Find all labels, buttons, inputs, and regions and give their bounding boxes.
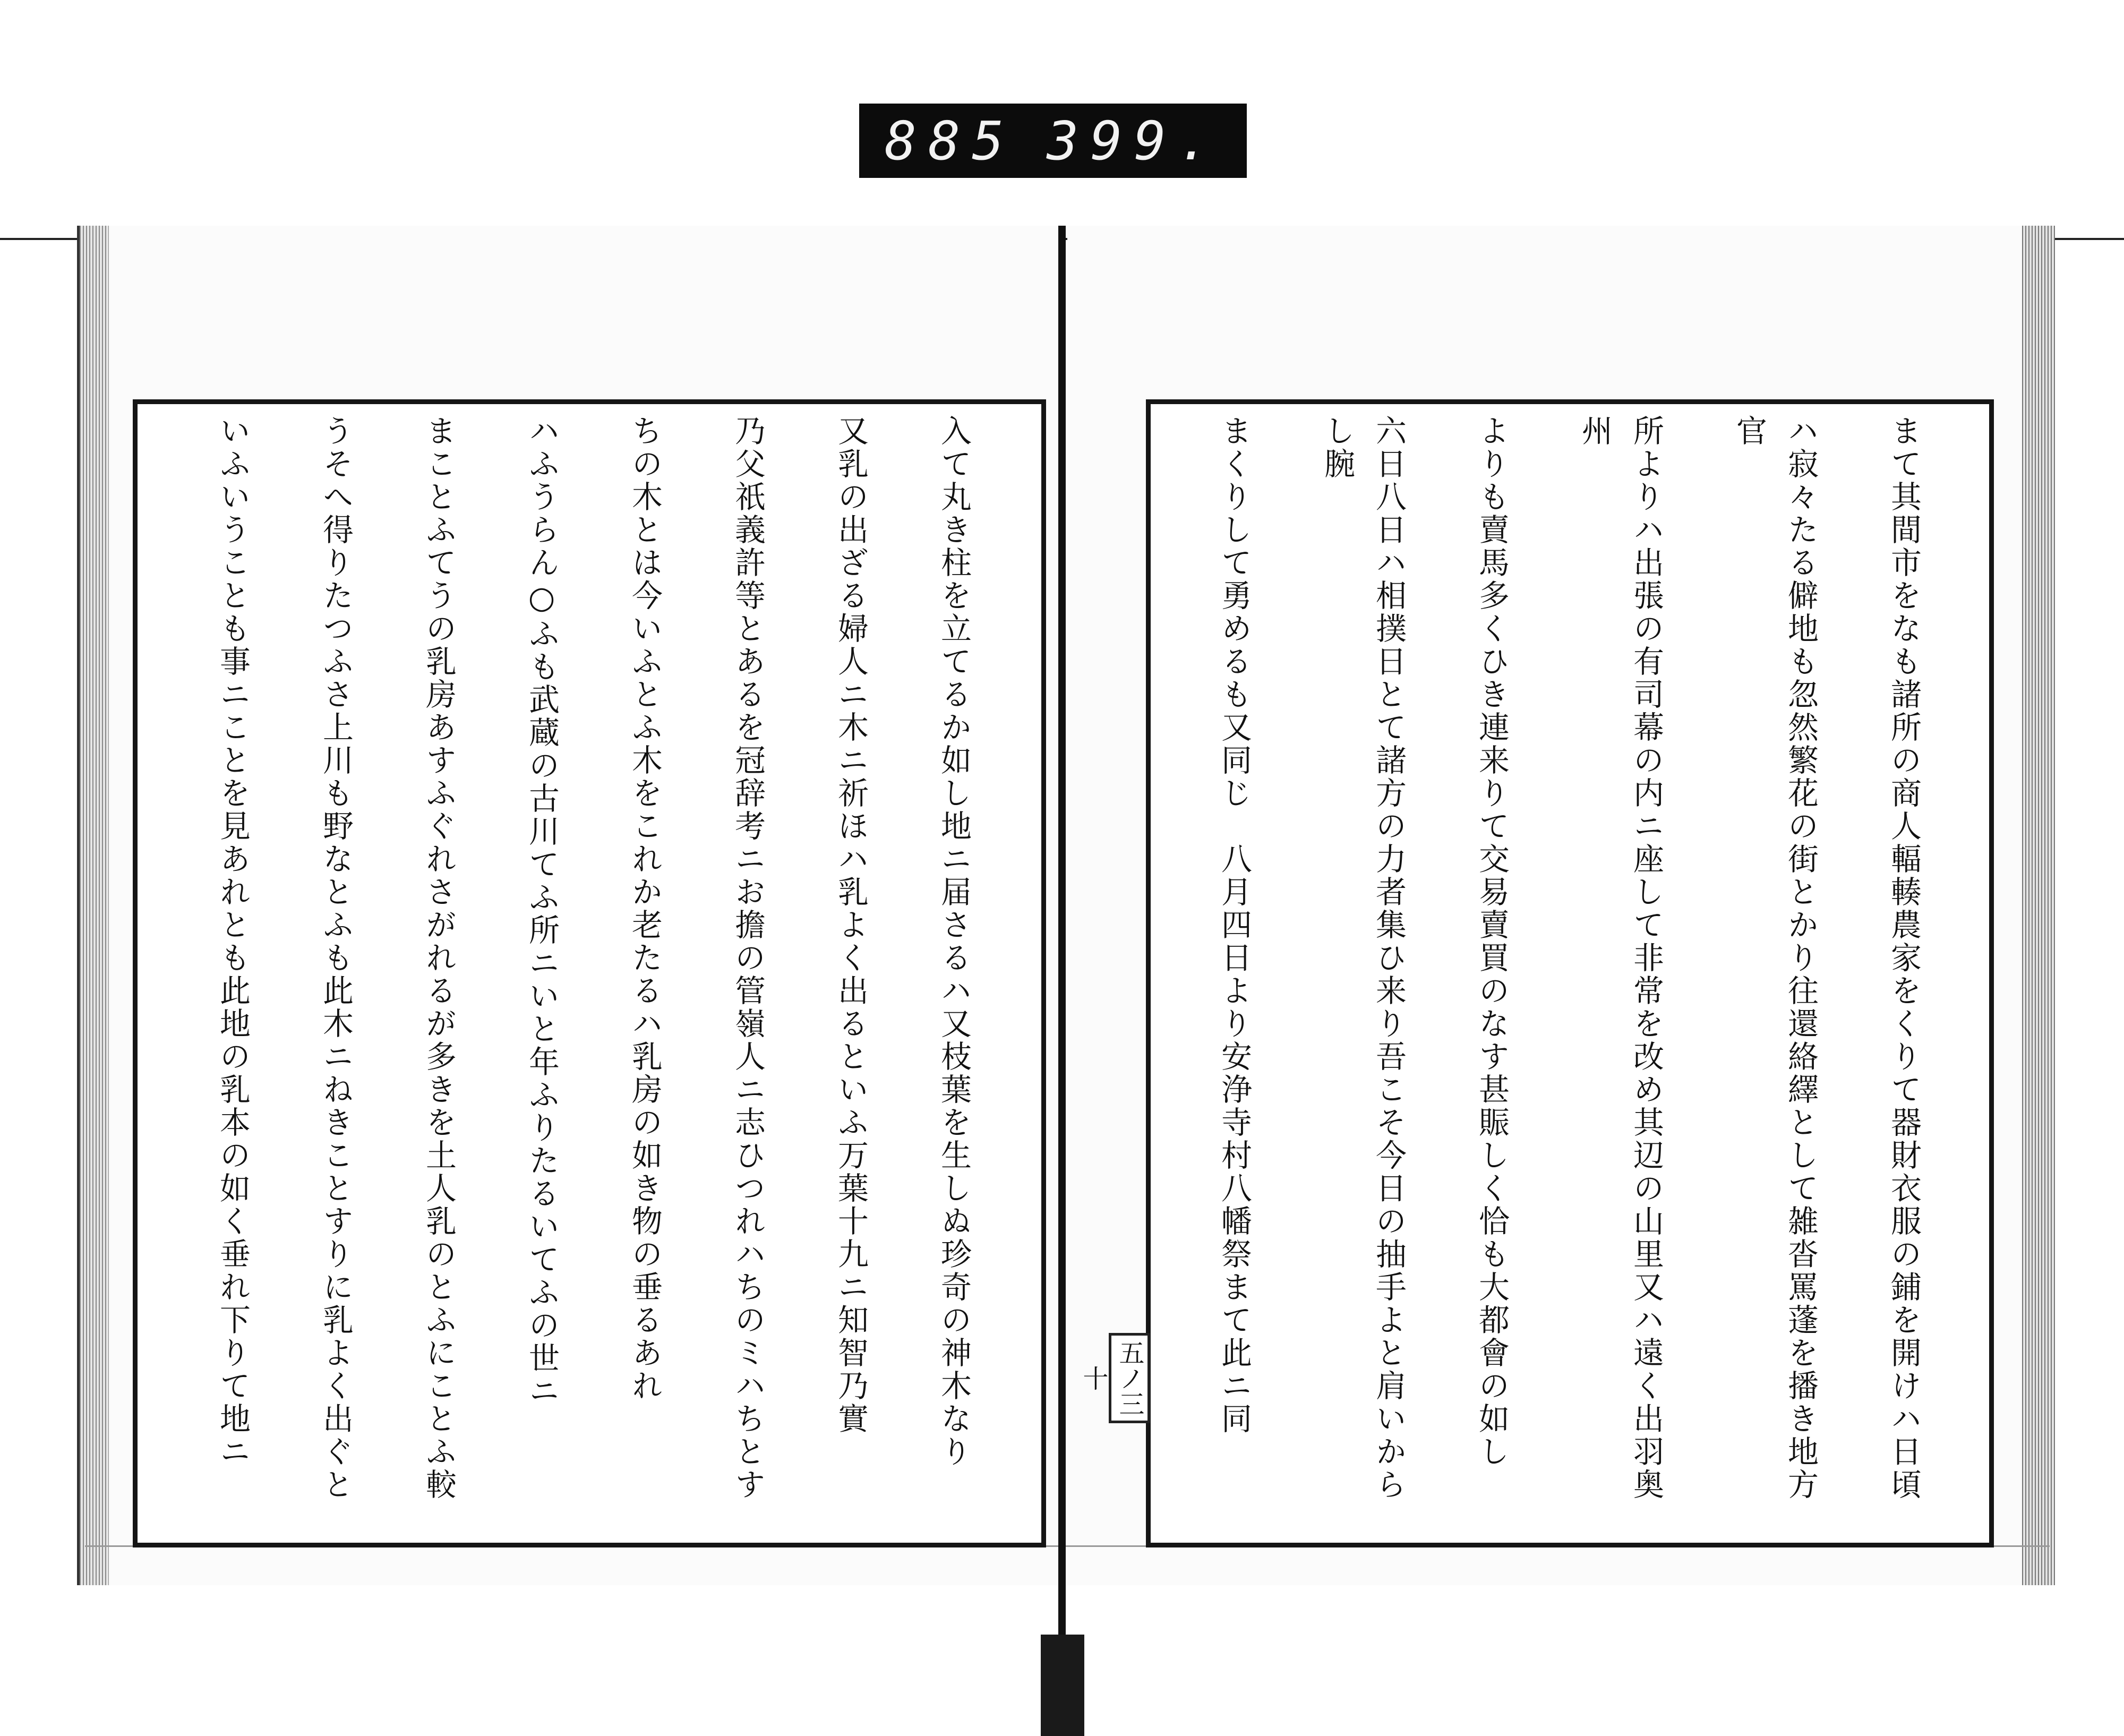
book-spine [1058,226,1066,1721]
left-text-panel [133,399,1046,1547]
left-column: 乃父祇義許等とあるを冠辞考ニお擔の管嶺人ニ志ひつれハちのミハちとす [730,415,766,1501]
left-column: 入て丸き柱を立てるか如し地ニ届さるハ又枝葉を生しぬ珍奇の神木なり [936,415,972,1468]
left-page-edge [80,226,109,1585]
right-column: 所よりハ出張の有司幕の内ニ座して非常を改め其辺の山里又ハ遠く出羽奥州 [1577,415,1664,1501]
left-column: ハふうらん○ふも武蔵の古川てふ所ニいと年ふりたるいてふの世ニ [524,415,560,1408]
left-page-body [148,415,1031,1532]
page-number-tab: 五ノ三十 [1109,1333,1150,1423]
left-column: ちの木とは今いふとふ木をこれか老たるハ乳房の如き物の垂るあれ [627,415,663,1403]
left-column: いふいうことも事ニことを見あれとも此地の乳本の如く垂れ下りて地ニ [215,415,251,1468]
left-column: まことふてうの乳房あすふぐれさがれるが多きを土人乳のとふにことふ較 [421,415,457,1501]
microfilm-frame-label [859,104,1247,178]
right-page-body [1159,415,1981,1532]
frame-number-left: 885 [885,109,1016,172]
frame-number-right: 399. [1047,109,1221,172]
right-text-panel [1146,399,1994,1547]
right-column: ハ寂々たる僻地も忽然繁花の街とかり往還絡繹として雑沓罵蓬を播き地方官 [1731,415,1819,1501]
left-column: 又乳の出ざる婦人ニ木ニ祈ほハ乳よく出るといふ万葉十九ニ知智乃實 [833,415,869,1435]
right-column: まて其間市をなも諸所の商人輻輳農家をくりて器財衣服の鋪を開けハ日頃 [1886,415,1922,1501]
left-column: うそへ得りたつふさ上川も野なとふも此木ニねきことすりに乳よく出ぐと [318,415,354,1501]
right-column: よりも賣馬多くひき連来りて交易賣買のなす甚賑しく恰も大都會の如し [1474,415,1510,1468]
spine-clamp [1041,1635,1084,1736]
right-page-edge [2022,226,2055,1585]
right-column: 六日八日ハ相撲日とて諸方の力者集ひ来り吾こそ今日の抽手よと肩いからし腕 [1319,415,1407,1501]
left-column [148,415,155,1532]
right-column: まくりして勇めるも又同じ 八月四日より安浄寺村八幡祭まて此ニ同 [1216,415,1252,1435]
